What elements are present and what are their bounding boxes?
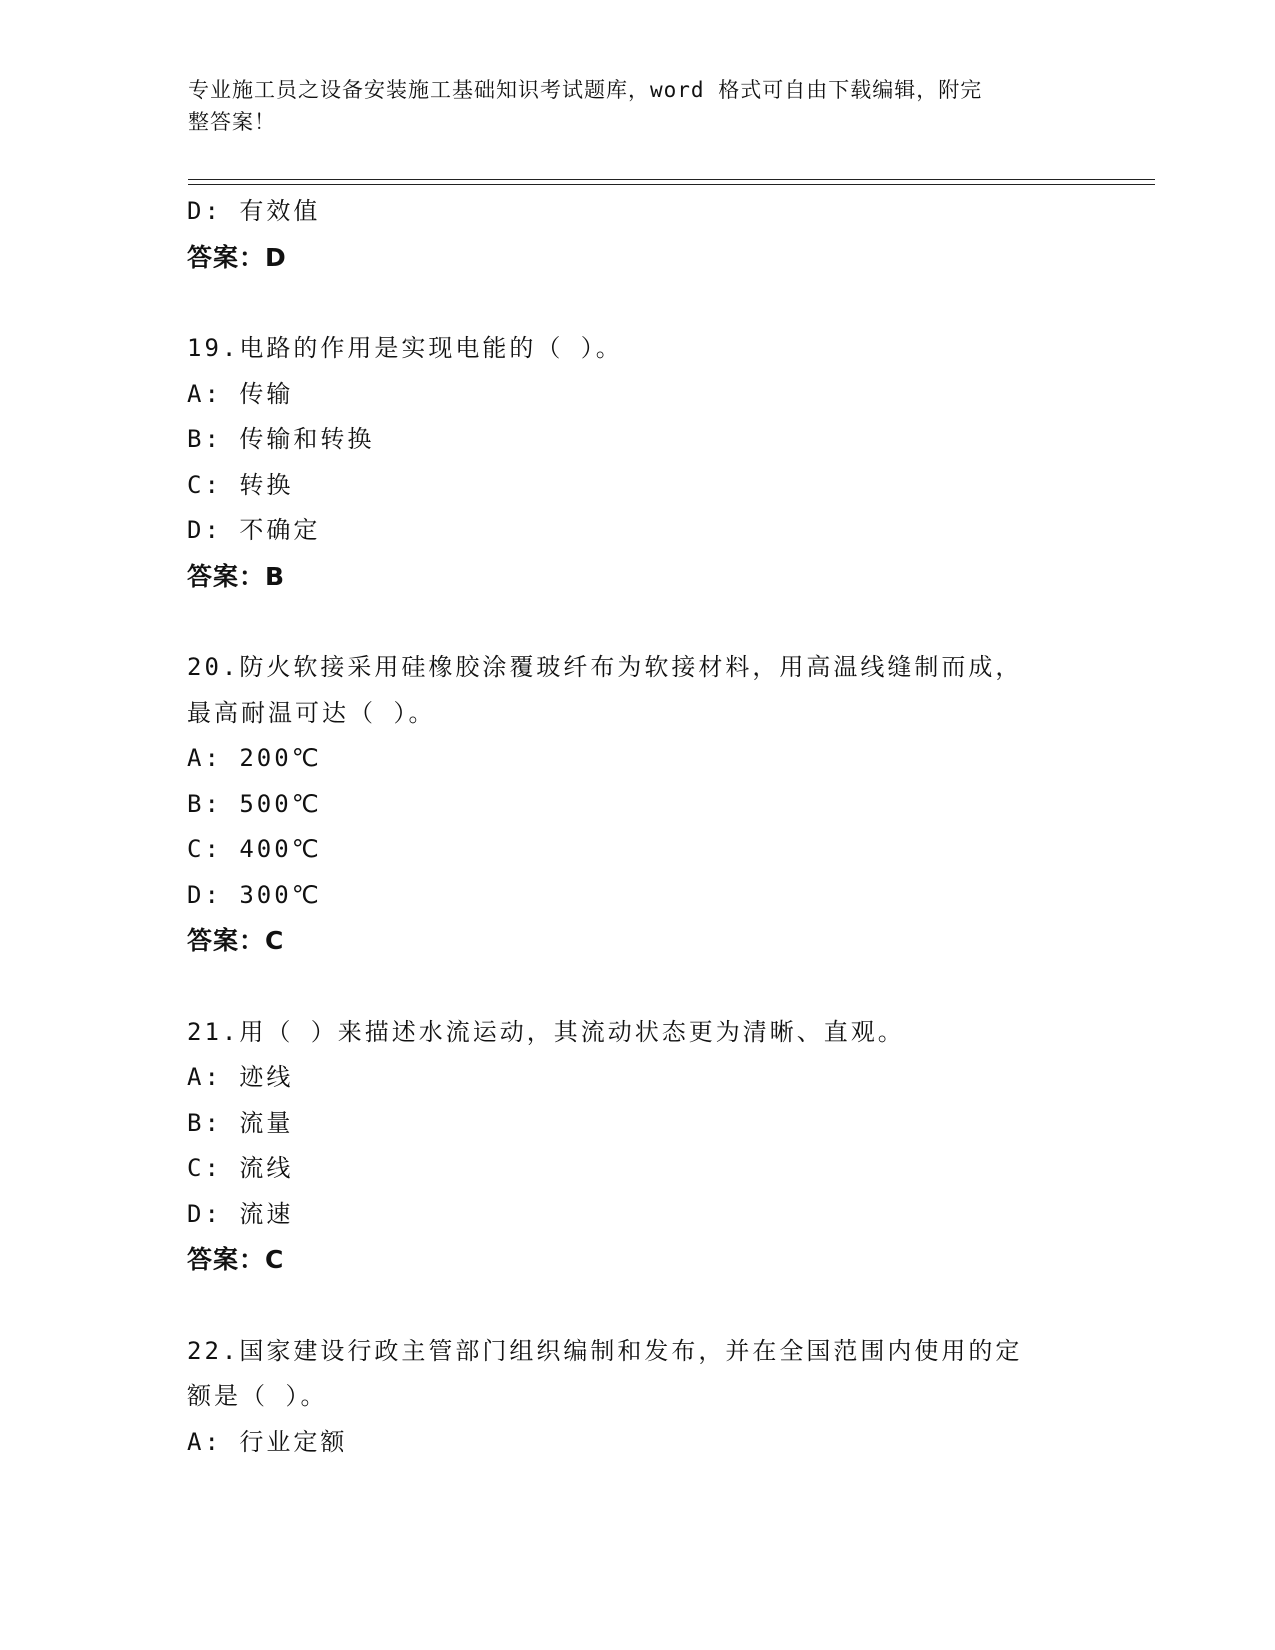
answer-line: 答案：C [187, 1245, 285, 1274]
question-stem-line-2: 最高耐温可达（ ）。 [187, 698, 436, 727]
question-21 [187, 1010, 1147, 1283]
question-stem-line-1: 20.防火软接采用硅橡胶涂覆玻纤布为软接材料，用高温线缝制而成， [187, 653, 1023, 681]
header-title-line-2: 整答案！ [188, 110, 276, 134]
option-d: D: 有效值 [187, 197, 321, 225]
option-a: A: 传输 [187, 379, 294, 408]
option-b: B: 500℃ [187, 789, 322, 818]
option-c: C: 流线 [187, 1154, 294, 1182]
previous-question-tail [187, 189, 1147, 280]
answer-line: 答案：C [187, 926, 285, 955]
answer-line: 答案：D [187, 242, 287, 272]
option-d: D: 流速 [187, 1199, 294, 1228]
option-c: C: 400℃ [187, 835, 322, 863]
question-stem-line-1: 22.国家建设行政主管部门组织编制和发布，并在全国范围内使用的定 [187, 1336, 1023, 1365]
header-divider-bottom [188, 184, 1155, 185]
question-stem: 19.电路的作用是实现电能的（ ）。 [187, 334, 623, 362]
question-19 [187, 326, 1147, 599]
option-a: A: 200℃ [187, 744, 322, 772]
question-20 [187, 645, 1147, 964]
question-stem: 21.用（ ）来描述水流运动，其流动状态更为清晰、直观。 [187, 1017, 905, 1046]
header-title-line-1: 专业施工员之设备安装施工基础知识考试题库，word 格式可自由下载编辑，附完 [188, 78, 983, 102]
question-stem-line-2: 额是（ ）。 [187, 1382, 328, 1410]
option-b: B: 流量 [187, 1108, 294, 1137]
document-header [188, 74, 1068, 138]
option-d: D: 300℃ [187, 880, 322, 909]
option-d: D: 不确定 [187, 516, 321, 544]
option-c: C: 转换 [187, 470, 294, 499]
header-divider-top [188, 179, 1155, 180]
answer-line: 答案：B [187, 561, 286, 591]
option-a: A: 行业定额 [187, 1427, 348, 1456]
question-list [187, 189, 1147, 1465]
option-a: A: 迹线 [187, 1063, 294, 1091]
question-22 [187, 1329, 1147, 1466]
option-b: B: 传输和转换 [187, 425, 375, 453]
